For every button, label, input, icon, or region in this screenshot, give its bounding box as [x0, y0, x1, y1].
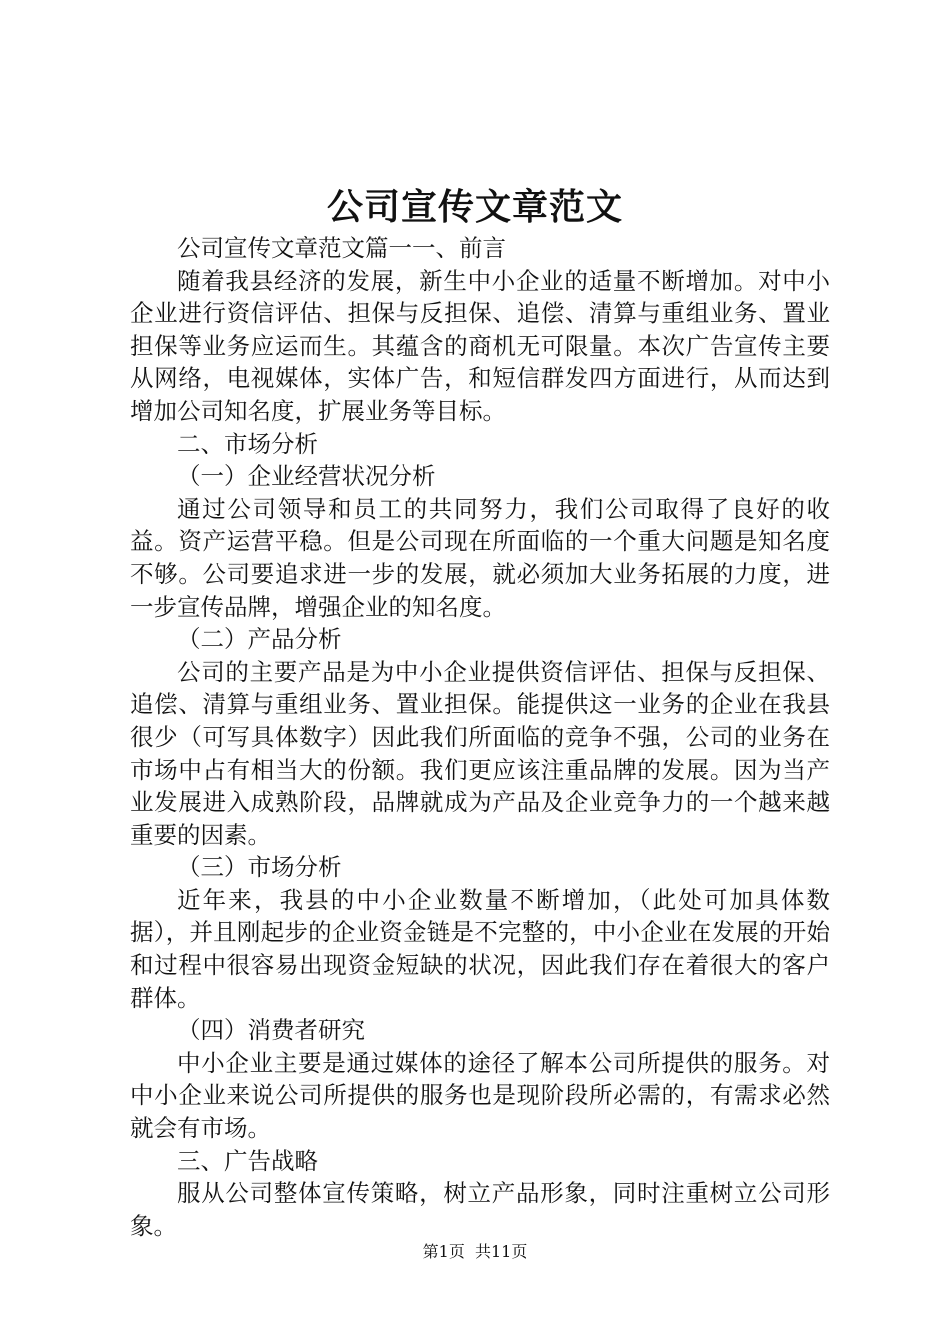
subsection-heading-market: （三）市场分析 [177, 853, 342, 882]
business-status-paragraph: 通过公司领导和员工的共同努力，我们公司取得了良好的收益。资产运营平稳。但是公司现在所面临的一个重大问题是知名度不够。公司要追求进一步的发展，就必须加大业务拓展的力度，进一步宣传品牌，增强企业的知名度。 [130, 494, 830, 621]
market-paragraph: 近年来，我县的中小企业数量不断增加，（此处可加具体数据），并且刚起步的企业资金链是不完整的，中小企业在发展的开始和过程中很容易出现资金短缺的状况，因此我们存在着很大的客户群体。 [130, 885, 830, 1012]
subsection-heading-consumer-research: （四）消费者研究 [177, 1016, 365, 1045]
document-title: 公司宣传文章范文 [326, 186, 623, 228]
intro-paragraph: 公司宣传文章范文篇一一、前言 [177, 234, 506, 262]
section-heading-ad-strategy: 三、广告战略 [177, 1146, 318, 1175]
page-footer [0, 1240, 950, 1264]
subsection-heading-business-status: （一）企业经营状况分析 [177, 462, 436, 491]
ad-strategy-paragraph: 服从公司整体宣传策略，树立产品形象，同时注重树立公司形象。 [130, 1179, 830, 1240]
product-analysis-paragraph: 公司的主要产品是为中小企业提供资信评估、担保与反担保、追偿、清算与重组业务、置业担保。能提供这一业务的企业在我县很少（可写具体数字）因此我们所面临的竞争不强，公司的业务在市场中占有相当大的份额。我们更应该注重品牌的发展。因为当产业发展进入成熟阶段，品牌就成为产品及企业竞争力的一个越来越重要的因素。 [130, 657, 830, 849]
section-heading-market-analysis: 二、市场分析 [177, 429, 318, 458]
subsection-heading-product-analysis: （二）产品分析 [177, 625, 342, 654]
consumer-research-paragraph: 中小企业主要是通过媒体的途径了解本公司所提供的服务。对中小企业来说公司所提供的服务也是现阶段所必需的，有需求必然就会有市场。 [130, 1048, 830, 1143]
preface-paragraph: 随着我县经济的发展，新生中小企业的适量不断增加。对中小企业进行资信评估、担保与反担保、追偿、清算与重组业务、置业担保等业务应运而生。其蕴含的商机无可限量。本次广告宣传主要从网络，电视媒体，实体广告，和短信群发四方面进行，从而达到增加公司知名度，扩展业务等目标。 [130, 266, 830, 425]
page-number: 第1页 共11页 [422, 1242, 528, 1261]
document-body [130, 232, 830, 1242]
